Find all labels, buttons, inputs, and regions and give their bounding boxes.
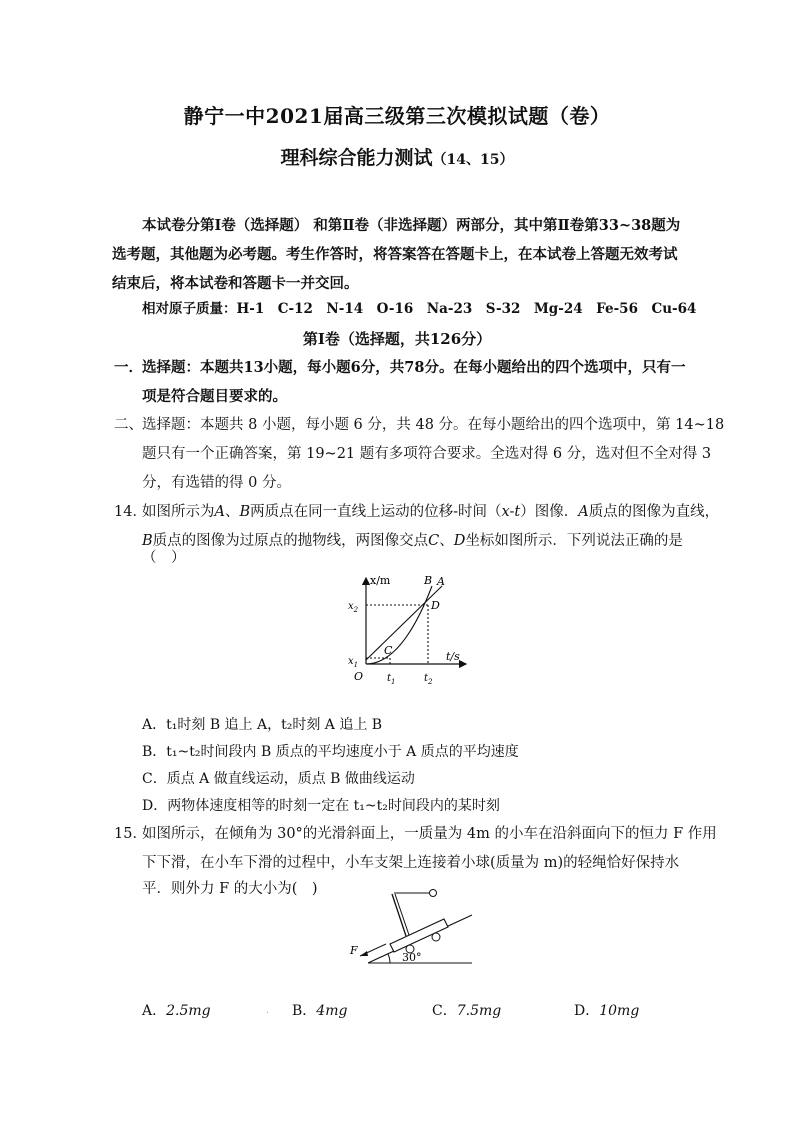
exam-subtitle: [0, 143, 794, 170]
x-axis-label: t/s: [446, 650, 460, 663]
q15-line2: 下下滑，在小车下滑的过程中，小车支架上连接着小球(质量为 m)的轻绳恰好保持水: [142, 855, 680, 871]
cart-wheel: [432, 933, 440, 941]
subtitle-pages: （14、15）: [432, 152, 514, 168]
q14-line2: B质点的图像为过原点的抛物线，两图像交点C、D坐标如图所示．下列说法正确的是: [142, 533, 683, 549]
q14-number: 14．: [114, 504, 147, 520]
curve-b-label: B: [424, 574, 433, 587]
parabola-b: [366, 586, 432, 664]
q14-option-c: C．质点 A 做直线运动，质点 B 做曲线运动: [142, 771, 415, 787]
x2-label: $x_2$: [348, 601, 359, 614]
section1-line1: 选择题：本题共13小题，每小题6分，共78分。在每小题给出的四个选项中，只有一: [142, 359, 686, 376]
subtitle-text: 理科综合能力测试: [280, 147, 433, 169]
force-label: F: [350, 944, 358, 957]
q15-option-a: A．2.5mg: [142, 1003, 211, 1019]
volume1-heading: 第Ⅰ卷（选择题，共126分）: [302, 330, 492, 348]
q14-xt-graph: [340, 572, 480, 692]
instructions-paragraph: 本试卷分第Ⅰ卷（选择题） 和第Ⅱ卷（非选择题）两部分，其中第Ⅱ卷第33~38题为选考题，其他题为必考题。考生作答时，将答案答在答题卡上，在本试卷上答题无效考试结束后，将本试卷和答题卡一并交回。: [112, 217, 681, 292]
t2-label: $t_2$: [424, 673, 433, 686]
ball: [430, 890, 437, 897]
section2-line3: 分，有选错的得 0 分。: [142, 475, 291, 491]
q14-line1: 如图所示为A、B两质点在同一直线上运动的位移-时间（x-t）图像．A质点的图像为直线，: [142, 504, 720, 520]
section2-line1: 选择题：本题共 8 小题，每小题 6 分，共 48 分。在每小题给出的四个选项中，第 14~18: [142, 417, 725, 433]
decorative-dot: ·: [266, 1008, 270, 1019]
line-a: [366, 586, 442, 660]
y-axis-label: x/m: [370, 574, 391, 587]
q15-option-b: B．4mg: [292, 1003, 348, 1019]
q15-line3: 平．则外力 F 的大小为( ): [142, 881, 318, 897]
point-d-label: D: [431, 599, 440, 612]
atomic-masses: 相对原子质量：H-1 C-12 N-14 O-16 Na-23 S-32 Mg-24 Fe-56 Cu-64: [142, 301, 697, 317]
q14-answer-blank: （ ）: [142, 550, 186, 566]
q15-line1: 如图所示，在倾角为 30°的光滑斜面上，一质量为 4m 的小车在沿斜面向下的恒力 F 作用: [142, 826, 717, 842]
section1-line2: 项是符合题目要求的。: [142, 388, 287, 405]
section2-line2: 题只有一个正确答案，第 19~21 题有多项符合要求。全选对得 6 分，选对但不全对得 3: [142, 446, 712, 462]
exam-title: 静宁一中2021届高三级第三次模拟试题（卷）: [183, 104, 611, 128]
q15-incline-figure: [346, 880, 476, 968]
curve-a-label: A: [437, 575, 445, 588]
q15-number: 15．: [114, 826, 147, 842]
q15-option-c: C．7.5mg: [432, 1003, 502, 1019]
t1-label: $t_1$: [387, 673, 396, 686]
angle-label: 30°: [402, 951, 422, 964]
x1-label: $x_1$: [348, 656, 359, 669]
q14-option-b: B．t₁~t₂时间段内 B 质点的平均速度小于 A 质点的平均速度: [142, 744, 519, 760]
q14-option-a: A．t₁时刻 B 追上 A，t₂时刻 A 追上 B: [142, 717, 383, 733]
section1-number: 一．: [114, 359, 143, 376]
q15-option-d: D．10mg: [574, 1003, 640, 1019]
q14-option-d: D．两物体速度相等的时刻一定在 t₁~t₂时间段内的某时刻: [142, 798, 500, 814]
origin-label: O: [354, 670, 364, 683]
section2-number: 二、: [114, 417, 143, 433]
point-c-label: C: [384, 644, 393, 657]
